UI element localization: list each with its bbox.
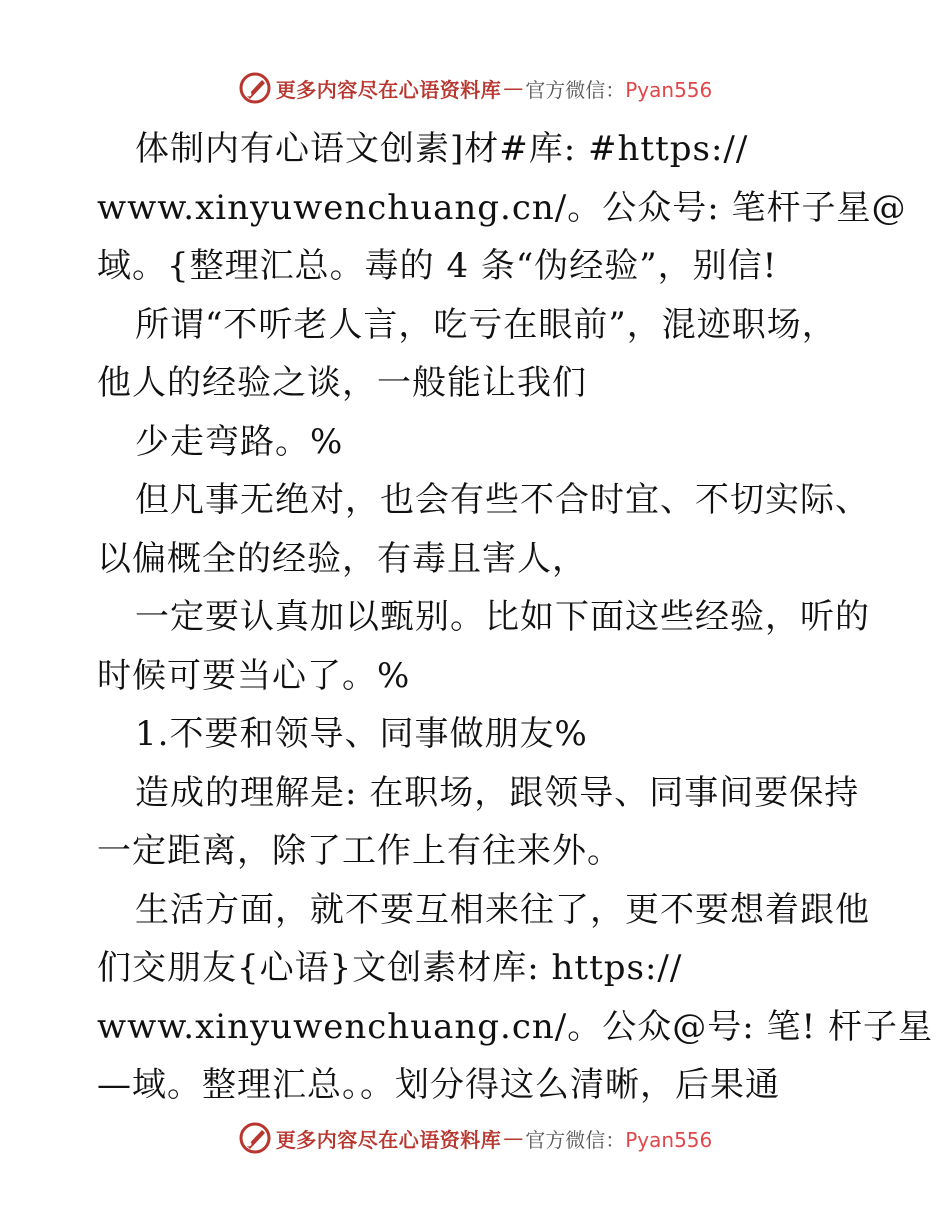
contact-info — [525, 1124, 712, 1153]
header-banner — [0, 68, 950, 108]
text-line: 以偏概全的经验，有毒且害人， — [97, 538, 587, 579]
text-line: 一定距离，除了工作上有往来外。 — [97, 831, 622, 871]
text-line: 时候可要当心了。% — [97, 655, 411, 696]
text-line: www.xinyuwenchuang.cn/。公众号: 笔杆子星@ — [97, 187, 907, 228]
text-line: 所谓“不听老人言，吃亏在眼前”，混迹职场， — [135, 304, 837, 345]
text-line: 造成的理解是: 在职场，跟领导、同事间要保持 — [135, 772, 860, 813]
text-line: 但凡事无绝对，也会有些不合时宜、不切实际、 — [135, 480, 870, 520]
text-line: —域。整理汇总。。划分得这么清晰，后果通 — [97, 1065, 780, 1105]
text-line: 他人的经验之谈，一般能让我们 — [97, 363, 587, 403]
text-line: 少走弯路。% — [135, 421, 344, 462]
pen-logo-icon — [238, 71, 272, 105]
text-line: 们交朋友{心语}文创素材库: https:// — [97, 948, 683, 988]
text-line: 域。{整理汇总。毒的 4 条“伪经验”，别信! — [97, 246, 778, 286]
banner-separator: — — [503, 76, 524, 100]
text-line: 一定要认真加以甄别。比如下面这些经验，听的 — [135, 597, 870, 637]
document-body — [97, 120, 933, 1115]
contact-label: 官方微信： — [525, 1127, 626, 1152]
text-line: 生活方面，就不要互相来往了，更不要想着跟他 — [135, 889, 870, 930]
contact-info — [525, 74, 712, 103]
banner-separator: — — [503, 1126, 524, 1150]
contact-label: 官方微信： — [525, 77, 626, 102]
section-heading: 1.不要和领导、同事做朋友% — [135, 714, 588, 754]
contact-id: Pyan556 — [625, 77, 713, 102]
brand-text: 更多内容尽在心语资料库 — [275, 1127, 502, 1152]
text-line: www.xinyuwenchuang.cn/。公众@号: 笔! 杆子星 — [97, 1006, 933, 1047]
pen-logo-icon — [238, 1121, 272, 1155]
brand-text: 更多内容尽在心语资料库 — [275, 77, 502, 102]
text-line: 体制内有心语文创素]材#库: #https:// — [135, 129, 749, 169]
footer-banner — [0, 1118, 950, 1158]
contact-id: Pyan556 — [625, 1127, 713, 1152]
